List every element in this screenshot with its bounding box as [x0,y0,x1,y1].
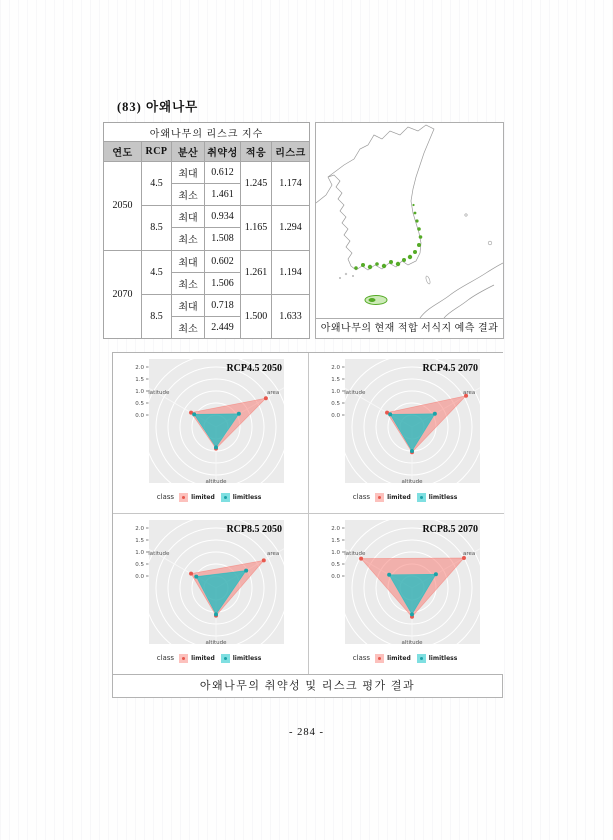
svg-text:2.0: 2.0 [331,525,340,532]
svg-text:RCP4.5 2050: RCP4.5 2050 [226,363,282,374]
svg-text:area: area [463,390,476,396]
svg-text:1.0: 1.0 [331,549,340,556]
legend-dot-icon [378,496,381,499]
svg-text:altitude: altitude [401,640,423,646]
radar-chart [309,518,504,646]
legend-label-limited: limited [387,654,411,662]
legend-key-limited [375,493,384,502]
island [339,277,341,279]
risk-cell: 1.174 [272,162,310,206]
vulnerability-cell: 1.508 [205,228,241,250]
svg-text:RCP4.5 2070: RCP4.5 2070 [422,363,478,374]
var-cell: 최대 [172,294,205,316]
adaptation-cell: 1.165 [241,206,272,250]
svg-text:0.5: 0.5 [135,561,144,568]
legend-key-limited [179,493,188,502]
legend-key-limitless [417,654,426,663]
legend-title: class [352,493,371,501]
year-cell: 2050 [104,162,142,250]
legend-dot-icon [420,496,423,499]
japan-coastline-2 [444,285,494,318]
vulnerability-cell: 0.934 [205,206,241,228]
legend-key-limitless [221,493,230,502]
svg-text:RCP8.5 2070: RCP8.5 2070 [422,524,478,535]
radar-chart [113,357,308,485]
japan-coastline [420,263,503,318]
table-title-row [104,123,310,142]
legend-label-limited: limited [191,654,215,662]
vulnerability-cell: 1.506 [205,272,241,294]
radar-grid [113,353,502,674]
risk-index-table [103,122,310,339]
svg-text:2.0: 2.0 [135,525,144,532]
svg-text:2.0: 2.0 [135,364,144,371]
var-cell: 최소 [172,228,205,250]
svg-text:altitude: altitude [205,640,227,646]
habitat-map-figure [315,122,504,339]
rcp-cell: 4.5 [142,250,172,294]
legend-label-limitless: limitless [428,493,458,501]
year-cell: 2070 [104,250,142,338]
svg-text:1.0: 1.0 [135,388,144,395]
radar-chart-cell-rcp45-2070 [309,353,504,514]
legend-dot-icon [182,657,185,660]
legend-key-limitless [417,493,426,502]
svg-text:1.5: 1.5 [135,376,144,383]
island [352,275,354,277]
page-title: (83) 아왜나무 [117,100,199,114]
svg-text:RCP8.5 2050: RCP8.5 2050 [226,524,282,535]
svg-text:1.0: 1.0 [135,549,144,556]
radar-figure-block [112,352,503,698]
radar-chart-cell-rcp85-2050 [113,514,309,674]
legend-title: class [156,493,175,501]
radar-chart [309,357,504,485]
legend-label-limited: limited [191,493,215,501]
jeju-island-habitat [365,296,387,305]
rcp-cell: 8.5 [142,206,172,250]
var-cell: 최소 [172,316,205,338]
radar-chart [113,518,308,646]
svg-text:1.5: 1.5 [331,376,340,383]
svg-text:0.0: 0.0 [135,412,144,419]
col-header-year: 연도 [104,142,142,162]
rcp-cell: 8.5 [142,294,172,338]
legend-dot-icon [224,657,227,660]
svg-text:0.5: 0.5 [331,561,340,568]
legend-label-limitless: limitless [232,493,262,501]
var-cell: 최대 [172,162,205,184]
svg-text:1.0: 1.0 [331,388,340,395]
svg-text:altitude: altitude [205,479,227,485]
risk-cell: 1.194 [272,250,310,294]
var-cell: 최소 [172,184,205,206]
tsushima-island [425,276,431,285]
vulnerability-cell: 0.602 [205,250,241,272]
var-cell: 최대 [172,206,205,228]
svg-text:0.0: 0.0 [331,573,340,580]
legend-key-limitless [221,654,230,663]
korea-coastline [316,125,434,270]
radar-legend [113,485,308,509]
svg-text:0.5: 0.5 [135,400,144,407]
var-cell: 최대 [172,250,205,272]
radar-legend [309,485,504,509]
col-header-rcp: RCP [142,142,172,162]
radar-chart-cell-rcp45-2050 [113,353,309,514]
legend-title: class [156,654,175,662]
table-row [104,250,310,272]
habitat-patches [354,204,422,270]
map-caption: 아왜나무의 현재 적합 서식지 예측 결과 [316,318,503,338]
col-header-adaptation: 적응 [241,142,272,162]
page-number: - 284 - [289,727,324,738]
svg-text:0.5: 0.5 [331,400,340,407]
legend-dot-icon [378,657,381,660]
col-header-variance: 분산 [172,142,205,162]
top-section [103,122,504,339]
korea-habitat-map [316,123,503,318]
rcp-cell: 4.5 [142,162,172,206]
svg-text:latitude: latitude [344,390,366,396]
legend-title: class [352,654,371,662]
vulnerability-cell: 0.718 [205,294,241,316]
legend-dot-icon [182,496,185,499]
legend-dot-icon [420,657,423,660]
vulnerability-cell: 2.449 [205,316,241,338]
radar-figure-caption: 아왜나무의 취약성 및 리스크 평가 결과 [113,674,502,697]
table-title: 아왜나무의 리스크 지수 [104,123,310,142]
svg-text:latitude: latitude [148,551,170,557]
svg-text:0.0: 0.0 [331,412,340,419]
vulnerability-cell: 0.612 [205,162,241,184]
col-header-vulnerability: 취약성 [205,142,241,162]
legend-label-limited: limited [387,493,411,501]
adaptation-cell: 1.500 [241,294,272,338]
svg-text:1.5: 1.5 [331,537,340,544]
svg-text:latitude: latitude [344,551,366,557]
island [488,241,492,245]
radar-chart-cell-rcp85-2070 [309,514,504,674]
svg-text:latitude: latitude [148,390,170,396]
island [345,273,347,275]
radar-legend [113,646,308,670]
legend-key-limited [375,654,384,663]
risk-cell: 1.633 [272,294,310,338]
svg-text:1.5: 1.5 [135,537,144,544]
legend-dot-icon [224,496,227,499]
radar-legend [309,646,504,670]
svg-text:area: area [267,390,280,396]
col-header-risk: 리스크 [272,142,310,162]
vulnerability-cell: 1.461 [205,184,241,206]
risk-cell: 1.294 [272,206,310,250]
table-header-row [104,142,310,162]
island [465,214,467,216]
adaptation-cell: 1.261 [241,250,272,294]
legend-label-limitless: limitless [428,654,458,662]
svg-text:area: area [463,551,476,557]
svg-text:area: area [267,551,280,557]
legend-key-limited [179,654,188,663]
table-row [104,162,310,184]
svg-text:altitude: altitude [401,479,423,485]
legend-label-limitless: limitless [232,654,262,662]
adaptation-cell: 1.245 [241,162,272,206]
jeju-habitat-core [369,298,376,302]
var-cell: 최소 [172,272,205,294]
svg-text:2.0: 2.0 [331,364,340,371]
svg-text:0.0: 0.0 [135,573,144,580]
